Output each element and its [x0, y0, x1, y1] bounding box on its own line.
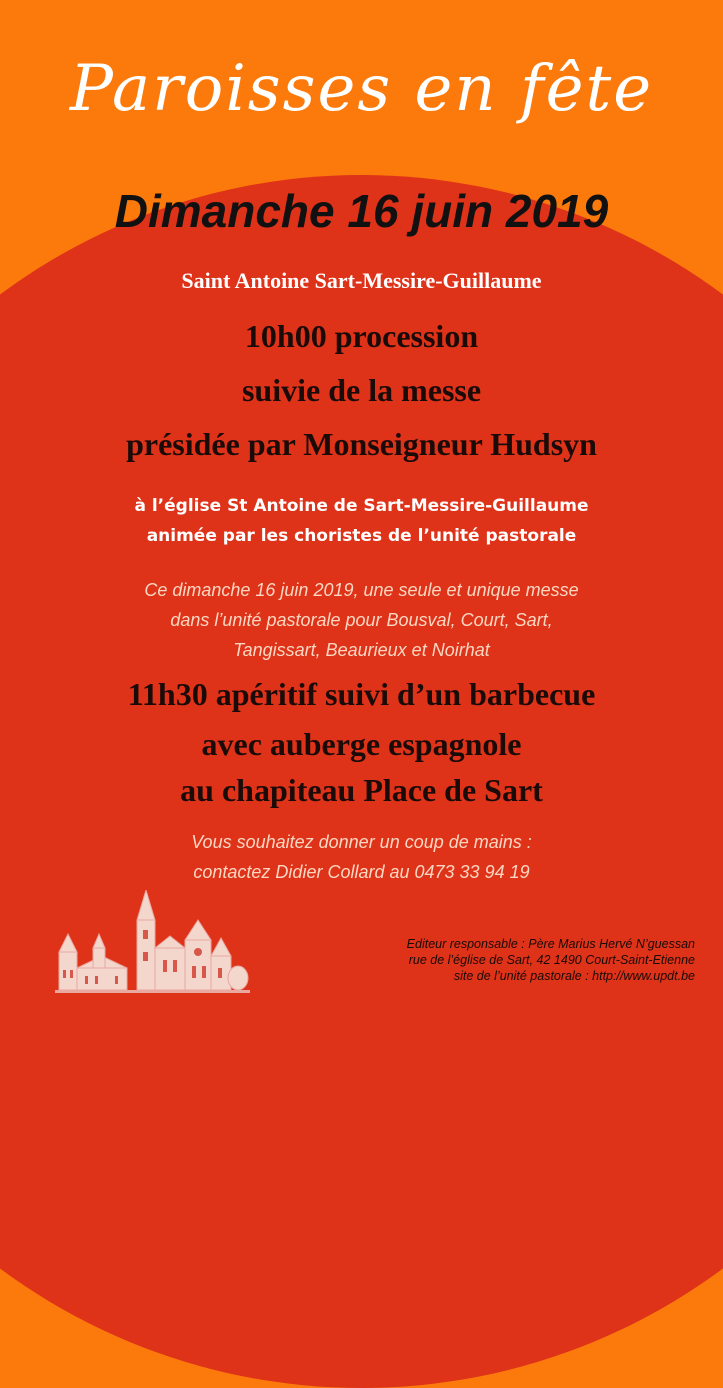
contact-line-2: contactez Didier Collard au 0473 33 94 19	[193, 862, 530, 882]
barbecue-line-1: 11h30 apéritif suivi d’un barbecue	[127, 676, 596, 712]
church-line-2: animée par les choristes de l’unité pastorale	[146, 526, 577, 546]
editor-line-2: rue de l’église de Sart, 42 1490 Court-Saint-Etienne	[408, 953, 695, 967]
note-line-1: Ce dimanche 16 juin 2019, une seule et unique messe	[144, 580, 579, 600]
note-line-2: dans l’unité pastorale pour Bousval, Court, Sart,	[170, 610, 553, 630]
note-line-3: Tangissart, Beaurieux et Noirhat	[233, 640, 490, 660]
church-line-1: à l’église St Antoine de Sart-Messire-Guillaume	[134, 496, 589, 516]
editor-line-3: site de l’unité pastorale : http://www.updt.be	[453, 969, 695, 983]
poster-title: Paroisses en fête	[69, 52, 654, 126]
editor-line-1: Editeur responsable : Père Marius Hervé N’guessan	[406, 937, 695, 951]
event-date: Dimanche 16 juin 2019	[114, 185, 609, 237]
procession-line-2: suivie de la messe	[241, 372, 482, 408]
parish-name: Saint Antoine Sart-Messire-Guillaume	[181, 268, 542, 293]
procession-line-1: 10h00 procession	[244, 318, 479, 354]
barbecue-line-2: avec auberge espagnole	[201, 726, 522, 762]
barbecue-line-3: au chapiteau Place de Sart	[180, 772, 543, 808]
churches-illustration-icon	[55, 890, 250, 1005]
procession-line-3: présidée par Monseigneur Hudsyn	[126, 426, 597, 462]
contact-line-1: Vous souhaitez donner un coup de mains :	[191, 832, 532, 852]
